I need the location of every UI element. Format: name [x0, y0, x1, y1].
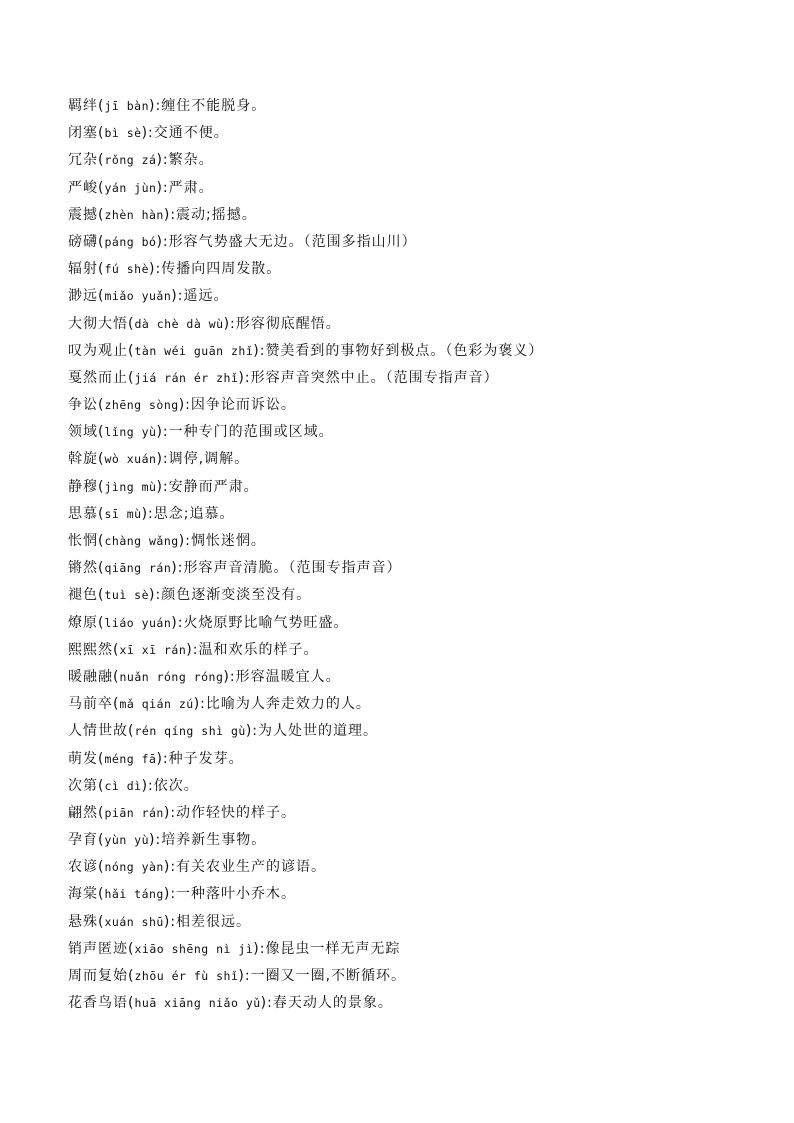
vocab-entry: 暖融融(nuǎn róng róng):形容温暖宜人。 [68, 668, 341, 685]
vocab-definition: 形容气势盛大无边。（范围多指山川） [168, 233, 417, 250]
vocab-definition: 缠住不能脱身。 [161, 98, 267, 114]
vocab-definition: 一圈又一圈,不断循环。 [250, 968, 407, 984]
vocab-definition: 惆怅迷惘。 [190, 533, 266, 549]
vocab-pinyin: sī mù [104, 506, 142, 521]
vocab-pinyin: xī xī rán [119, 642, 187, 657]
vocab-entry: 领域(lǐng yù):一种专门的范围或区域。 [68, 424, 334, 441]
vocab-entry: 销声匿迹(xiāo shēng nì jì):像昆虫一样无声无踪 [68, 940, 401, 957]
vocab-word: 大彻大悟 [68, 315, 128, 332]
vocab-pinyin: mǎ qián zú [119, 697, 194, 712]
vocab-pinyin: tuì sè [104, 588, 150, 603]
vocab-definition: 有关农业生产的谚语。 [176, 859, 327, 876]
vocab-word: 闭塞 [68, 125, 98, 142]
vocab-pinyin: xiāo shēng nì jì [134, 941, 254, 956]
vocab-definition: 火烧原野比喻气势旺盛。 [183, 614, 349, 631]
vocab-entry: 人情世故(rén qíng shì gù):为人处世的道理。 [68, 723, 379, 740]
vocab-word: 斡旋 [68, 451, 98, 468]
vocab-entry: 周而复始(zhōu ér fù shǐ):一圈又一圈,不断循环。 [68, 968, 407, 984]
vocab-definition: 遥远。 [183, 288, 229, 305]
vocab-definition: 相差很远。 [176, 913, 252, 930]
vocab-word: 孕育 [68, 832, 98, 849]
vocab-word: 羁绊 [68, 98, 98, 114]
vocab-entry: 孕育(yùn yù):培养新生事物。 [68, 832, 267, 849]
vocab-entry: 思慕(sī mù):思念;追慕。 [68, 505, 235, 522]
vocab-word: 渺远 [68, 288, 98, 305]
vocab-word: 锵然 [68, 560, 98, 577]
vocab-definition: 安静而严肃。 [168, 478, 259, 495]
vocab-word: 海棠 [68, 886, 98, 903]
vocab-word: 辐射 [68, 261, 98, 278]
vocab-pinyin: xuán shū [104, 914, 164, 929]
vocab-pinyin: zhèn hàn [104, 207, 164, 222]
vocab-entry: 争讼(zhēng sòng):因争论而诉讼。 [68, 397, 296, 414]
vocab-pinyin: páng bó [104, 234, 157, 249]
vocab-entry: 翩然(piān rán):动作轻快的样子。 [68, 804, 297, 821]
vocab-entry: 辐射(fú shè):传播向四周发散。 [68, 261, 282, 278]
vocab-word: 农谚 [68, 859, 98, 876]
vocab-word: 思慕 [68, 505, 98, 522]
vocab-entry: 叹为观止(tàn wéi guān zhǐ):赞美看到的事物好到极点。（色彩为褒义） [68, 342, 544, 359]
vocab-definition: 传播向四周发散。 [161, 261, 282, 278]
vocab-word: 冗杂 [68, 152, 98, 169]
vocab-pinyin: jìng mù [104, 479, 157, 494]
vocab-word: 褪色 [68, 587, 98, 604]
vocab-definition: 种子发芽。 [168, 750, 244, 767]
vocab-definition: 赞美看到的事物好到极点。（色彩为褒义） [265, 342, 544, 359]
vocab-word: 戛然而止 [68, 369, 128, 386]
vocab-entry: 褪色(tuì sè):颜色逐渐变淡至没有。 [68, 587, 312, 604]
vocab-entry: 熙熙然(xī xī rán):温和欢乐的样子。 [68, 641, 319, 658]
vocab-pinyin: jiá rán ér zhǐ [134, 370, 239, 385]
vocab-word: 燎原 [68, 614, 98, 631]
vocab-pinyin: méng fā [104, 751, 157, 766]
vocab-entry: 悬殊(xuán shū):相差很远。 [68, 913, 252, 930]
vocab-entry: 羁绊(jī bàn):缠住不能脱身。 [68, 98, 267, 114]
vocabulary-list [68, 93, 768, 1017]
vocab-pinyin: hǎi táng [104, 887, 164, 902]
vocab-definition: 形容声音突然中止。（范围专指声音） [250, 369, 499, 386]
vocab-word: 翩然 [68, 804, 98, 821]
vocab-pinyin: nuǎn róng róng [119, 669, 224, 684]
vocab-pinyin: huā xiāng niǎo yǔ [134, 996, 261, 1011]
vocab-definition: 培养新生事物。 [161, 832, 267, 849]
vocab-pinyin: nóng yàn [104, 860, 164, 875]
vocab-pinyin: fú shè [104, 262, 150, 277]
vocab-definition: 形容温暖宜人。 [235, 668, 341, 685]
vocab-pinyin: bì sè [104, 126, 142, 141]
vocab-pinyin: rén qíng shì gù [134, 724, 246, 739]
vocab-word: 次第 [68, 777, 98, 794]
vocab-definition: 像昆虫一样无声无踪 [265, 940, 401, 957]
vocab-word: 暖融融 [68, 668, 113, 685]
vocab-word: 萌发 [68, 750, 98, 767]
vocab-pinyin: yùn yù [104, 833, 150, 848]
vocab-pinyin: chàng wǎng [104, 534, 179, 548]
vocab-definition: 一种落叶小乔木。 [176, 886, 297, 903]
vocab-definition: 形容彻底醒悟。 [235, 315, 341, 332]
vocab-pinyin: miǎo yuǎn [104, 289, 172, 304]
vocab-word: 销声匿迹 [68, 940, 128, 957]
vocab-definition: 严肃。 [168, 179, 214, 196]
vocab-definition: 思念;追慕。 [153, 505, 235, 522]
vocab-entry: 磅礴(páng bó):形容气势盛大无边。（范围多指山川） [68, 233, 417, 250]
vocab-definition: 形容声音清脆。（范围专指声音） [183, 560, 402, 577]
vocab-entry: 斡旋(wò xuán):调停,调解。 [68, 451, 250, 468]
vocab-entry: 燎原(liáo yuán):火烧原野比喻气势旺盛。 [68, 614, 349, 631]
vocab-word: 严峻 [68, 179, 98, 196]
vocab-entry: 大彻大悟(dà chè dà wù):形容彻底醒悟。 [68, 315, 341, 332]
vocab-word: 马前卒 [68, 696, 113, 713]
vocab-entry: 锵然(qiāng rán):形容声音清脆。（范围专指声音） [68, 560, 402, 577]
vocab-definition: 繁杂。 [168, 152, 214, 169]
vocab-entry: 萌发(méng fā):种子发芽。 [68, 750, 244, 767]
vocab-definition: 震动;摇撼。 [176, 206, 257, 223]
vocab-definition: 一种专门的范围或区域。 [168, 424, 334, 441]
vocab-pinyin: lǐng yù [104, 425, 157, 440]
vocab-entry: 花香鸟语(huā xiāng niǎo yǔ):春天动人的景象。 [68, 995, 393, 1012]
vocab-definition: 依次。 [153, 777, 199, 794]
vocab-entry: 闭塞(bì sè):交通不便。 [68, 125, 229, 142]
vocab-entry: 冗杂(rǒng zá):繁杂。 [68, 152, 214, 169]
vocab-entry: 渺远(miǎo yuǎn):遥远。 [68, 288, 229, 305]
vocab-entry: 震撼(zhèn hàn):震动;摇撼。 [68, 206, 257, 223]
vocab-word: 磅礴 [68, 233, 98, 250]
vocab-word: 周而复始 [68, 968, 128, 984]
vocab-word: 震撼 [68, 206, 98, 223]
vocab-pinyin: wò xuán [104, 452, 157, 467]
vocab-word: 怅惘 [68, 533, 98, 549]
vocab-definition: 因争论而诉讼。 [190, 397, 296, 414]
vocab-entry: 马前卒(mǎ qián zú):比喻为人奔走效力的人。 [68, 696, 371, 713]
vocab-word: 熙熙然 [68, 641, 113, 658]
vocab-pinyin: dà chè dà wù [134, 316, 224, 331]
vocab-definition: 春天动人的景象。 [272, 995, 393, 1012]
vocab-pinyin: tàn wéi guān zhǐ [134, 343, 254, 358]
vocab-definition: 调停,调解。 [168, 451, 250, 468]
vocab-entry: 静穆(jìng mù):安静而严肃。 [68, 478, 259, 495]
vocab-entry: 怅惘(chàng wǎng):惆怅迷惘。 [68, 533, 266, 549]
vocab-word: 静穆 [68, 478, 98, 495]
vocab-pinyin: zhōu ér fù shǐ [134, 969, 239, 983]
vocab-definition: 温和欢乐的样子。 [198, 641, 319, 658]
vocab-word: 争讼 [68, 397, 98, 414]
vocab-word: 花香鸟语 [68, 995, 128, 1012]
vocab-pinyin: yán jùn [104, 180, 157, 195]
vocab-pinyin: zhēng sòng [104, 398, 179, 413]
vocab-word: 人情世故 [68, 723, 128, 740]
vocab-pinyin: rǒng zá [104, 153, 157, 168]
vocab-definition: 交通不便。 [153, 125, 229, 142]
vocab-pinyin: jī bàn [104, 99, 150, 113]
vocab-pinyin: liáo yuán [104, 615, 172, 630]
vocab-entry: 戛然而止(jiá rán ér zhǐ):形容声音突然中止。（范围专指声音） [68, 369, 499, 386]
vocab-definition: 为人处世的道理。 [258, 723, 379, 740]
vocab-pinyin: cì dì [104, 778, 142, 793]
vocab-word: 悬殊 [68, 913, 98, 930]
vocab-word: 叹为观止 [68, 342, 128, 359]
vocab-pinyin: qiāng rán [104, 561, 172, 576]
vocab-word: 领域 [68, 424, 98, 441]
vocab-entry: 次第(cì dì):依次。 [68, 777, 199, 794]
vocab-entry: 农谚(nóng yàn):有关农业生产的谚语。 [68, 859, 327, 876]
vocab-definition: 动作轻快的样子。 [176, 804, 297, 821]
vocab-entry: 海棠(hǎi táng):一种落叶小乔木。 [68, 886, 297, 903]
vocab-definition: 比喻为人奔走效力的人。 [205, 696, 371, 713]
vocab-definition: 颜色逐渐变淡至没有。 [161, 587, 312, 604]
vocab-entry: 严峻(yán jùn):严肃。 [68, 179, 214, 196]
vocab-pinyin: piān rán [104, 805, 164, 820]
